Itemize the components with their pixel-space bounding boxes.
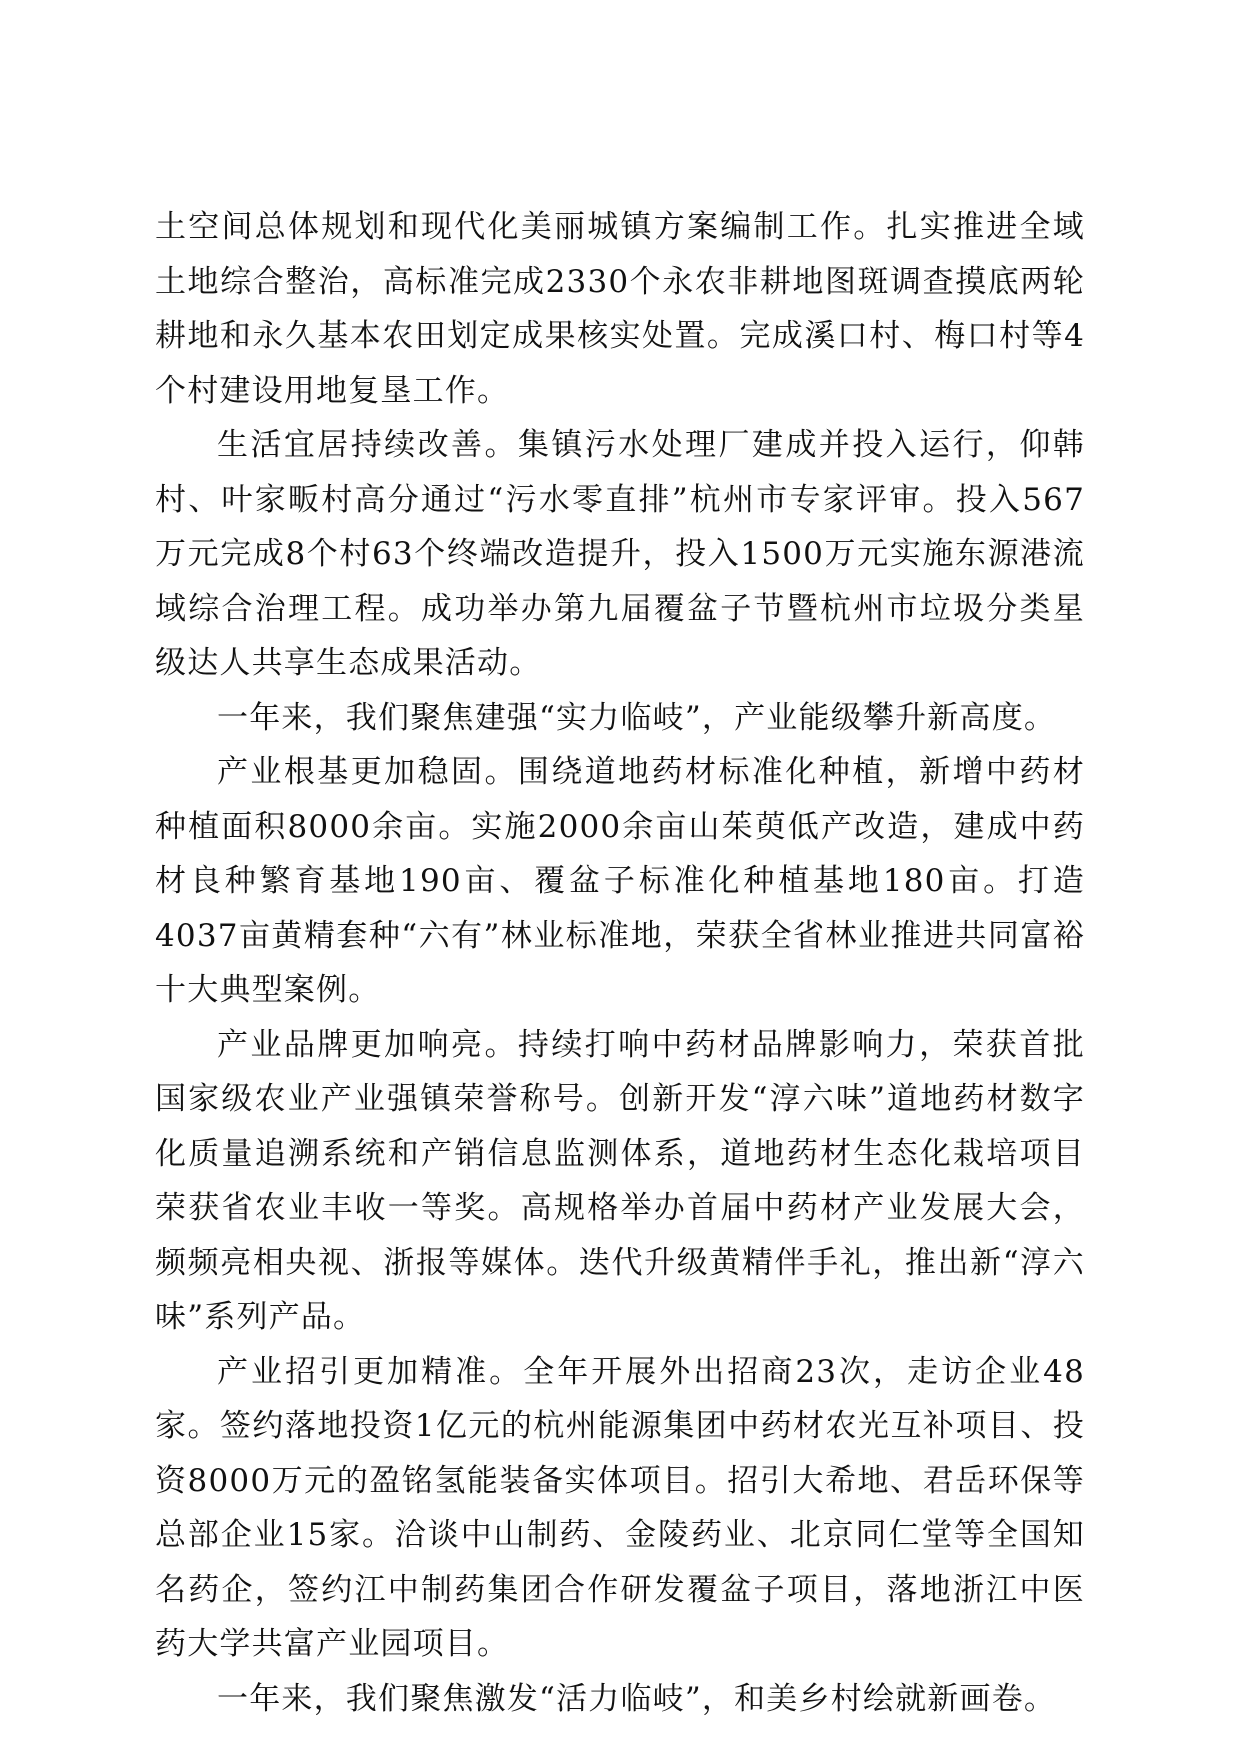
paragraph-land-planning: 土空间总体规划和现代化美丽城镇方案编制工作。扎实推进全域土地综合整治，高标准完成2330个永农非耕地图斑调查摸底两轮耕地和永久基本农田划定成果核实处置。完成溪口村、梅口村等4个村建设用地复垦工作。 <box>155 209 1085 409</box>
paragraph-industry-heading: 一年来，我们聚焦建强“实力临岐”，产业能级攀升新高度。 <box>217 699 1057 736</box>
paragraph-industry-brand: 产业品牌更加响亮。持续打响中药材品牌影响力，荣获首批国家级农业产业强镇荣誉称号。创新开发“淳六味”道地药材数字化质量追溯系统和产销信息监测体系，道地药材生态化栽培项目荣获省农业丰收一等奖。高规格举办首届中药材产业发展大会，频频亮相央视、浙报等媒体。迭代升级黄精伴手礼，推出新“淳六味”系列产品。 <box>155 1026 1085 1335</box>
paragraph-investment-attraction: 产业招引更加精准。全年开展外出招商23次，走访企业48家。签约落地投资1亿元的杭州能源集团中药材农光互补项目、投资8000万元的盈铭氢能装备实体项目。招引大希地、君岳环保等总部企业15家。洽谈中山制药、金陵药业、北京同仁堂等全国知名药企，签约江中制药集团合作研发覆盆子项目，落地浙江中医药大学共富产业园项目。 <box>155 1353 1085 1662</box>
paragraph-industry-foundation: 产业根基更加稳固。围绕道地药材标准化种植，新增中药材种植面积8000余亩。实施2000余亩山茱萸低产改造，建成中药材良种繁育基地190亩、覆盆子标准化种植基地180亩。打造4037亩黄精套种“六有”林业标准地，荣获全省林业推进共同富裕十大典型案例。 <box>155 754 1085 1008</box>
paragraph-living-environment: 生活宜居持续改善。集镇污水处理厂建成并投入运行，仰韩村、叶家畈村高分通过“污水零直排”杭州市专家评审。投入567万元完成8个村63个终端改造提升，投入1500万元实施东源港流域综合治理工程。成功举办第九届覆盆子节暨杭州市垃圾分类星级达人共享生态成果活动。 <box>155 427 1085 681</box>
document-body <box>155 200 1085 1726</box>
paragraph-rural-heading: 一年来，我们聚焦激发“活力临岐”，和美乡村绘就新画卷。 <box>217 1680 1057 1717</box>
